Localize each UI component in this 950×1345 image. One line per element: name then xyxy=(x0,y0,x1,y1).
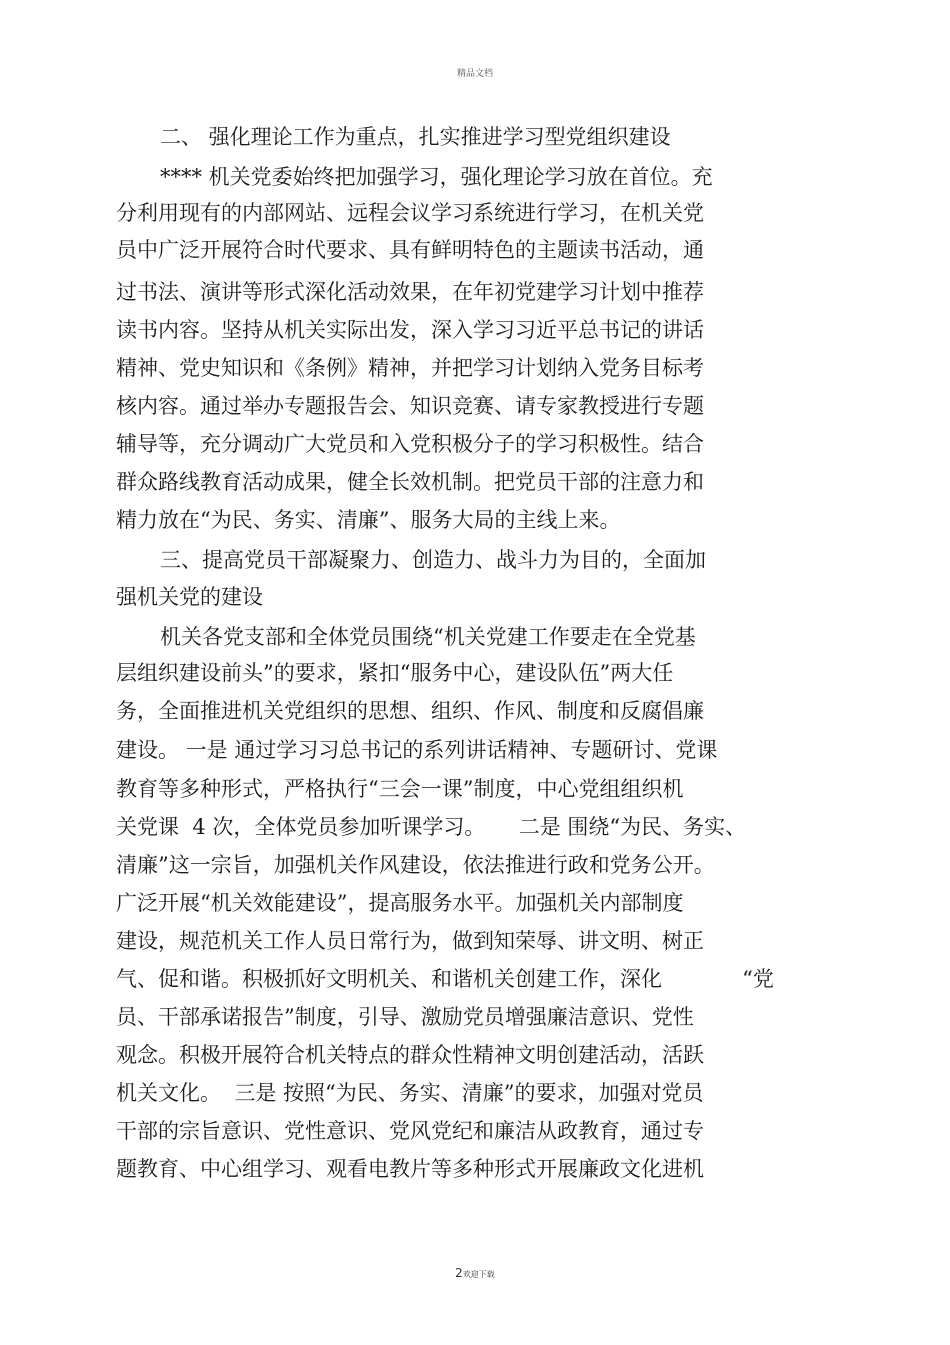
text-line: 群众路线教育活动成果，健全长效机制。把党员干部的注意力和 xyxy=(116,470,704,494)
text-line: 广泛开展“机关效能建设”，提高服务水平。加强机关内部制度 xyxy=(116,891,684,915)
text-line: 务，全面推进机关党组织的思想、组织、作风、制度和反腐倡廉 xyxy=(116,699,704,723)
footer-text: 欢迎下载 xyxy=(462,1270,495,1279)
text-line: **** 机关党委始终把加强学习，强化理论学习放在首位。充 xyxy=(160,165,713,189)
text-line: 清廉”这一宗旨，加强机关作风建设，依法推进行政和党务公开。 xyxy=(116,853,715,877)
text-line: 观念。积极开展符合机关特点的群众性精神文明创建活动，活跃 xyxy=(116,1043,704,1067)
text-line: 过书法、演讲等形式深化活动效果，在年初党建学习计划中推荐 xyxy=(116,280,704,304)
text-line: 精神、党史知识和《条例》精神，并把学习计划纳入党务目标考 xyxy=(116,356,704,380)
page-footer xyxy=(0,1262,950,1281)
text-line: 机关文化。 三是 按照“为民、务实、清廉”的要求，加强对党员 xyxy=(116,1081,704,1105)
text-line: 员中广泛开展符合时代要求、具有鲜明特色的主题读书活动，通 xyxy=(116,238,704,262)
text-line: 层组织建设前头”的要求，紧扣“服务中心，建设队伍”两大任 xyxy=(116,661,674,685)
text-line: 员、干部承诺报告”制度，引导、激励党员增强廉洁意识、党性 xyxy=(116,1005,694,1029)
page-number: 2 xyxy=(455,1266,463,1280)
text-line: 分利用现有的内部网站、远程会议学习系统进行学习，在机关党 xyxy=(116,201,704,225)
text-line: 干部的宗旨意识、党性意识、党风党纪和廉洁从政教育，通过专 xyxy=(116,1119,704,1143)
text-line: 气、促和谐。积极抓好文明机关、和谐机关创建工作，深化 “党 xyxy=(116,967,774,991)
text-line: 精力放在“为民、务实、清廉”、服务大局的主线上来。 xyxy=(116,508,621,532)
text-line: 教育等多种形式，严格执行“三会一课”制度，中心党组组织机 xyxy=(116,777,684,801)
text-line: 建设，规范机关工作人员日常行为，做到知荣辱、讲文明、树正 xyxy=(116,929,704,953)
text-line: 核内容。通过举办专题报告会、知识竞赛、请专家教授进行专题 xyxy=(116,394,704,418)
text-line: 建设。 一是 通过学习习总书记的系列讲话精神、专题研讨、党课 xyxy=(116,738,718,762)
page-header: 精品文档 xyxy=(456,69,493,79)
text-line: 机关各党支部和全体党员围绕“机关党建工作要走在全党基 xyxy=(160,625,696,649)
section-heading-3: 三、提高党员干部凝聚力、创造力、战斗力为目的，全面加 xyxy=(160,548,706,572)
section-heading-3-cont: 强机关党的建设 xyxy=(116,585,263,609)
text-line: 辅导等，充分调动广大党员和入党积极分子的学习积极性。结合 xyxy=(116,432,704,456)
section-heading-2: 二、 强化理论工作为重点，扎实推进学习型党组织建设 xyxy=(160,125,671,149)
text-line: 题教育、中心组学习、观看电教片等多种形式开展廉政文化进机 xyxy=(116,1157,704,1181)
text-line: 读书内容。坚持从机关实际出发，深入学习习近平总书记的讲话 xyxy=(116,318,704,342)
text-line: 关党课 4 次，全体党员参加听课学习。 二是 围绕“为民、务实、 xyxy=(116,815,747,839)
